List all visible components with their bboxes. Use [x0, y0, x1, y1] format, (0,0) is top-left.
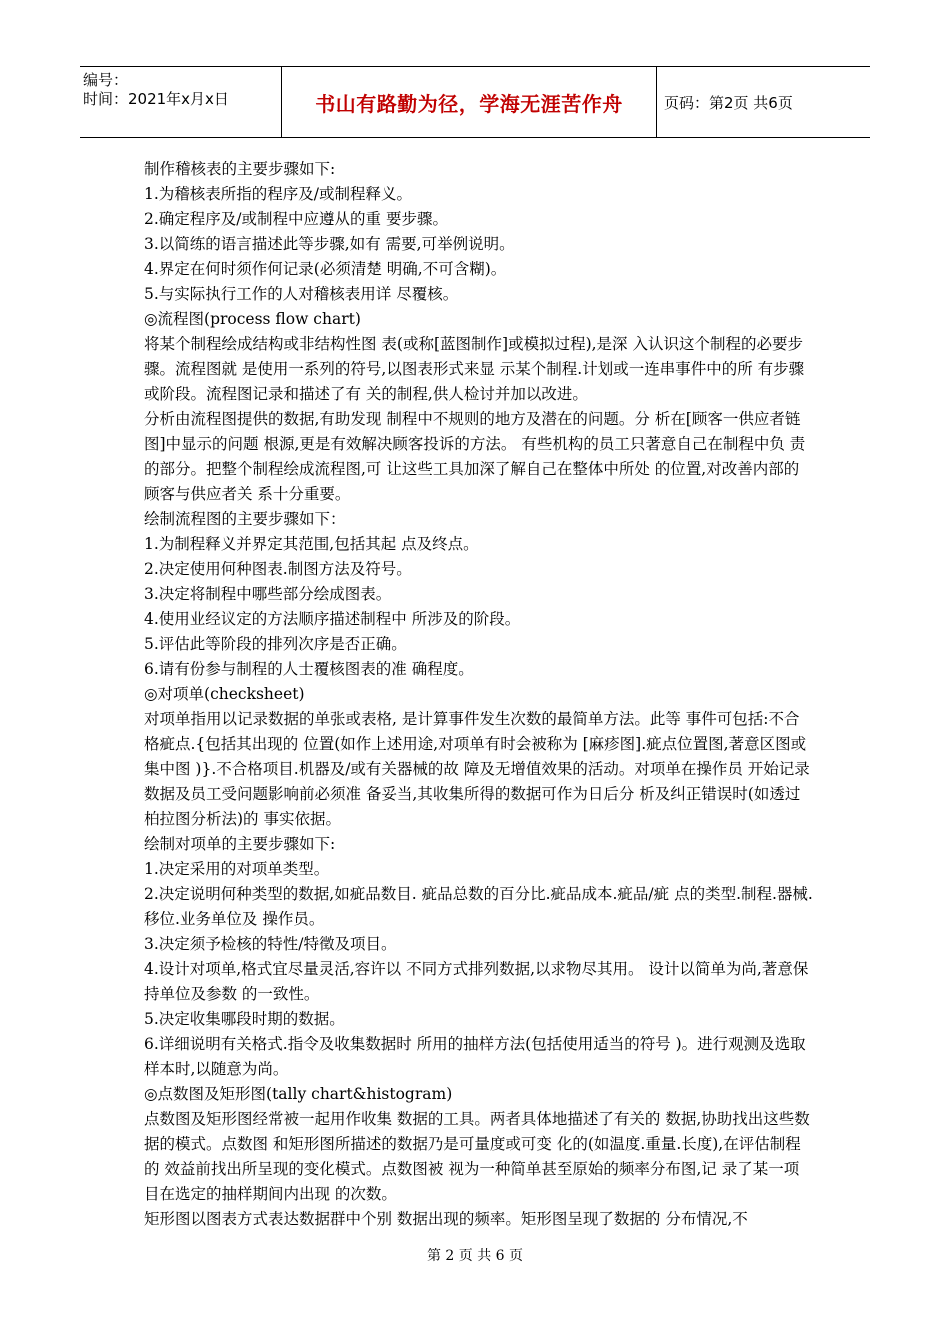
- paragraph: 绘制对项单的主要步骤如下:: [144, 835, 336, 853]
- paragraph: 5.与实际执行工作的人对稽核表用详 尽覆核。: [144, 285, 459, 303]
- header-page-number: 页码：第2页 共6页: [664, 93, 793, 112]
- section-heading: ◎对项单(checksheet): [144, 685, 305, 703]
- paragraph: 分析由流程图提供的数据,有助发现 制程中不规则的地方及潜在的问题。分 析在[顾客一供应者链图]中显示的问题 根源,更是有效解决顾客投诉的方法。 有些机构的员工只著意自己在制程中负 责的部分。把整个制程绘成流程图,可 让这些工具加深了解自己在整体中所处 的位置,对改善内部的顾客与供应者关 系十分重要。: [144, 410, 806, 503]
- paragraph: 3.决定须予检核的特性/特徵及项目。: [144, 935, 397, 953]
- page-header: [80, 66, 870, 138]
- section-heading: ◎点数图及矩形图(tally chart&histogram): [144, 1085, 453, 1103]
- page-footer: 第 2 页 共 6 页: [426, 1248, 524, 1264]
- paragraph: 6.请有份参与制程的人士覆核图表的准 确程度。: [144, 660, 474, 678]
- paragraph: 1.为制程释义并界定其范围,包括其起 点及终点。: [144, 535, 479, 553]
- paragraph: 点数图及矩形图经常被一起用作收集 数据的工具。两者具体地描述了有关的 数据,协助找出这些数据的模式。点数图 和矩形图所描述的数据乃是可量度或可变 化的(如温度.重量.长度),在评估制程的 效益前找出所呈现的变化模式。点数图被 视为一种简单甚至原始的频率分布图,记 录了某一项目在选定的抽样期间内出现 的次数。: [144, 1110, 810, 1203]
- paragraph: 5.评估此等阶段的排列次序是否正确。: [144, 635, 407, 653]
- paragraph: 3.以简练的语言描述此等步骤,如有 需要,可举例说明。: [144, 235, 515, 253]
- paragraph: 将某个制程绘成结构或非结构性图 表(或称[蓝图制作]或模拟过程),是深 入认识这个制程的必要步骤。流程图就 是使用一系列的符号,以图表形式来显 示某个制程.计划或一连串事件中的所 有步骤或阶段。流程图记录和描述了有 关的制程,供人检讨并加以改进。: [144, 335, 805, 403]
- section-heading: ◎流程图(process flow chart): [144, 310, 361, 328]
- paragraph: 4.使用业经议定的方法顺序描述制程中 所涉及的阶段。: [144, 610, 521, 628]
- paragraph: 制作稽核表的主要步骤如下:: [144, 160, 336, 178]
- document-date-label: 时间：2021年x月x日: [83, 90, 229, 108]
- header-info-cell: [80, 67, 282, 137]
- paragraph: 1.为稽核表所指的程序及/或制程释义。: [144, 185, 413, 203]
- paragraph: 矩形图以图表方式表达数据群中个别 数据出现的频率。矩形图呈现了数据的 分布情况,不: [144, 1210, 748, 1228]
- paragraph: 2.确定程序及/或制程中应遵从的重 要步骤。: [144, 210, 448, 228]
- header-motto: 书山有路勤为径，学海无涯苦作舟: [282, 67, 657, 137]
- document-number-label: 编号：: [83, 71, 129, 89]
- paragraph: 3.决定将制程中哪些部分绘成图表。: [144, 585, 392, 603]
- paragraph: 绘制流程图的主要步骤如下：: [144, 510, 346, 528]
- paragraph: 6.详细说明有关格式.指令及收集数据时 所用的抽样方法(包括使用适当的符号 )。进行观测及选取样本时,以随意为尚。: [144, 1035, 806, 1078]
- paragraph: 对项单指用以记录数据的单张或表格, 是计算事件发生次数的最简单方法。此等 事件可包括:不合格疵点.{包括其出现的 位置(如作上述用途,对项单有时会被称为 [麻疹图].疵点位置图,著意区图或集中图 )}.不合格项目.机器及/或有关器械的故 障及无增值效果的活动。对项单在操作员 开始记录数据及员工受问题影响前必须准 备妥当,其收集所得的数据可作为日后分 析及纠正错误时(如透过柏拉图分析法)的 事实依据。: [144, 710, 810, 828]
- paragraph: 5.决定收集哪段时期的数据。: [144, 1010, 345, 1028]
- paragraph: 4.界定在何时须作何记录(必须清楚 明确,不可含糊)。: [144, 260, 507, 278]
- paragraph: 2.决定说明何种类型的数据,如疵品数目. 疵品总数的百分比.疵品成本.疵品/疵 点的类型.制程.器械.移位.业务单位及 操作员。: [144, 885, 813, 928]
- paragraph: 4.设计对项单,格式宜尽量灵活,容许以 不同方式排列数据,以求物尽其用。 设计以简单为尚,著意保持单位及参数 的一致性。: [144, 960, 809, 1003]
- paragraph: 2.决定使用何种图表.制图方法及符号。: [144, 560, 412, 578]
- document-body: [144, 157, 814, 1232]
- paragraph: 1.决定采用的对项单类型。: [144, 860, 330, 878]
